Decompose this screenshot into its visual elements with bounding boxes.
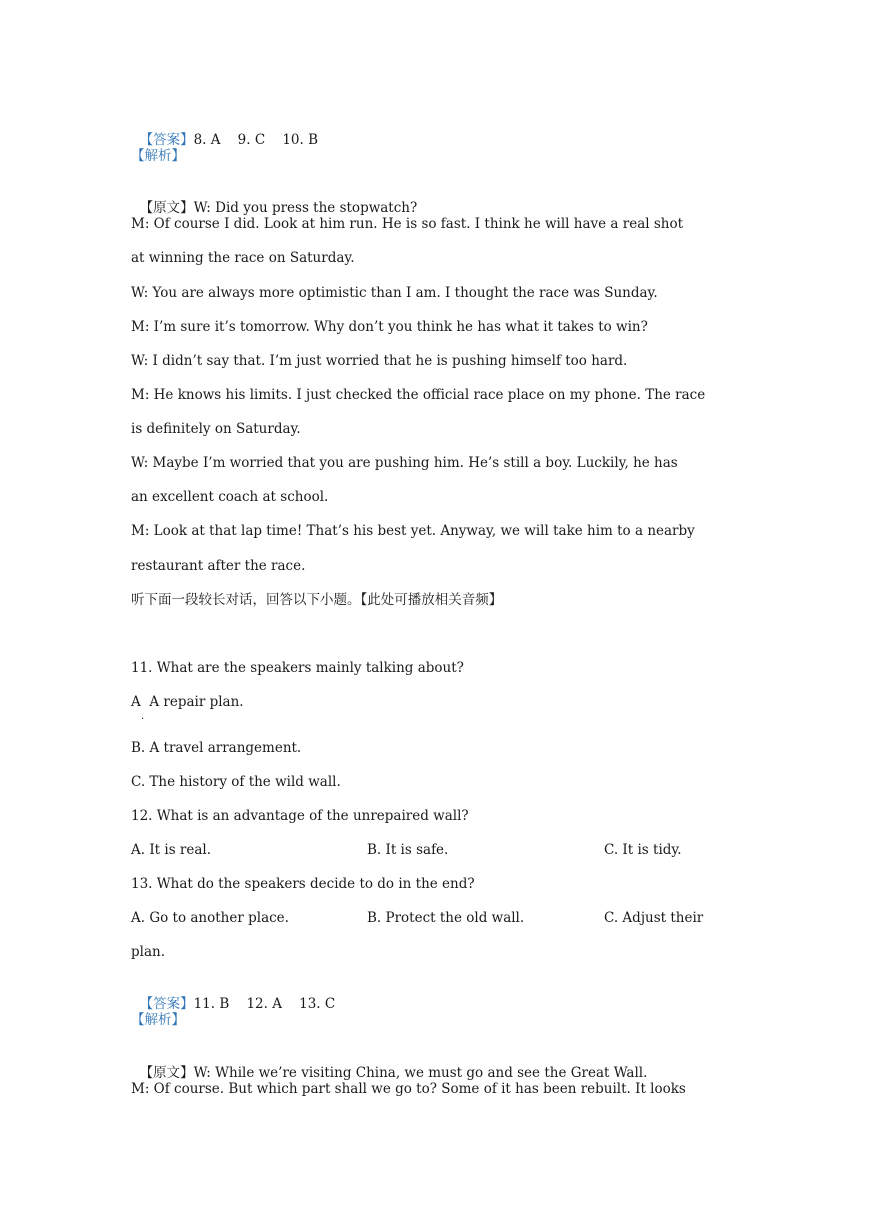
option-12-a: A. It is real. <box>131 842 212 858</box>
transcript-text: W: While we’re visiting China, we must go and see the Great Wall. <box>193 1065 648 1081</box>
transcript-line: restaurant after the race. <box>131 558 306 574</box>
transcript-text: W: Did you press the stopwatch? <box>193 200 418 216</box>
question-13: 13. What do the speakers decide to do in the end? <box>131 876 475 892</box>
option-13-c: C. Adjust their <box>604 910 704 926</box>
transcript-line: is definitely on Saturday. <box>131 421 301 437</box>
transcript-line: W: I didn’t say that. I’m just worried that he is pushing himself too hard. <box>131 353 628 369</box>
option-11-b: B. A travel arrangement. <box>131 740 302 756</box>
original-tag: 【原文】 <box>139 200 194 216</box>
transcript-line: an excellent coach at school. <box>131 489 329 505</box>
transcript-line: W: You are always more optimistic than I am. I thought the race was Sunday. <box>131 285 658 301</box>
option-12-c: C. It is tidy. <box>604 842 682 858</box>
answer-line-1 <box>131 113 318 149</box>
option-12-b: B. It is safe. <box>367 842 449 858</box>
analysis-tag: 【解析】 <box>131 1012 185 1028</box>
transcript-line: M: He knows his limits. I just checked the official race place on my phone. The race <box>131 387 706 403</box>
question-12: 12. What is an advantage of the unrepaired wall? <box>131 808 469 824</box>
transcript-line <box>131 181 417 217</box>
option-13-c-continued: plan. <box>131 944 165 960</box>
transcript-line: M: I’m sure it’s tomorrow. Why don’t you think he has what it takes to win? <box>131 319 648 335</box>
answer-text: 8. A 9. C 10. B <box>193 132 319 148</box>
original-tag: 【原文】 <box>139 1065 194 1081</box>
answer-line-2 <box>131 977 335 1013</box>
transcript-line: M: Of course. But which part shall we go to? Some of it has been rebuilt. It looks <box>131 1081 686 1097</box>
transcript-line: W: Maybe I’m worried that you are pushing him. He’s still a boy. Luckily, he has <box>131 455 678 471</box>
transcript-line: M: Of course I did. Look at him run. He is so fast. I think he will have a real shot <box>131 216 684 232</box>
analysis-tag: 【解析】 <box>131 148 185 164</box>
stray-dot: · <box>141 714 145 725</box>
transcript-line <box>131 1046 647 1082</box>
question-11: 11. What are the speakers mainly talking about? <box>131 660 464 676</box>
instruction-line: 听下面一段较长对话，回答以下小题。【此处可播放相关音频】 <box>131 592 503 608</box>
option-11-c: C. The history of the wild wall. <box>131 774 341 790</box>
answer-tag: 【答案】 <box>139 132 194 148</box>
answer-text: 11. B 12. A 13. C <box>193 996 336 1012</box>
transcript-line: at winning the race on Saturday. <box>131 250 355 266</box>
option-11-a: A A repair plan. <box>131 694 244 710</box>
option-13-b: B. Protect the old wall. <box>367 910 525 926</box>
option-13-a: A. Go to another place. <box>131 910 289 926</box>
transcript-line: M: Look at that lap time! That’s his best yet. Anyway, we will take him to a nearby <box>131 523 695 539</box>
answer-tag: 【答案】 <box>139 996 194 1012</box>
